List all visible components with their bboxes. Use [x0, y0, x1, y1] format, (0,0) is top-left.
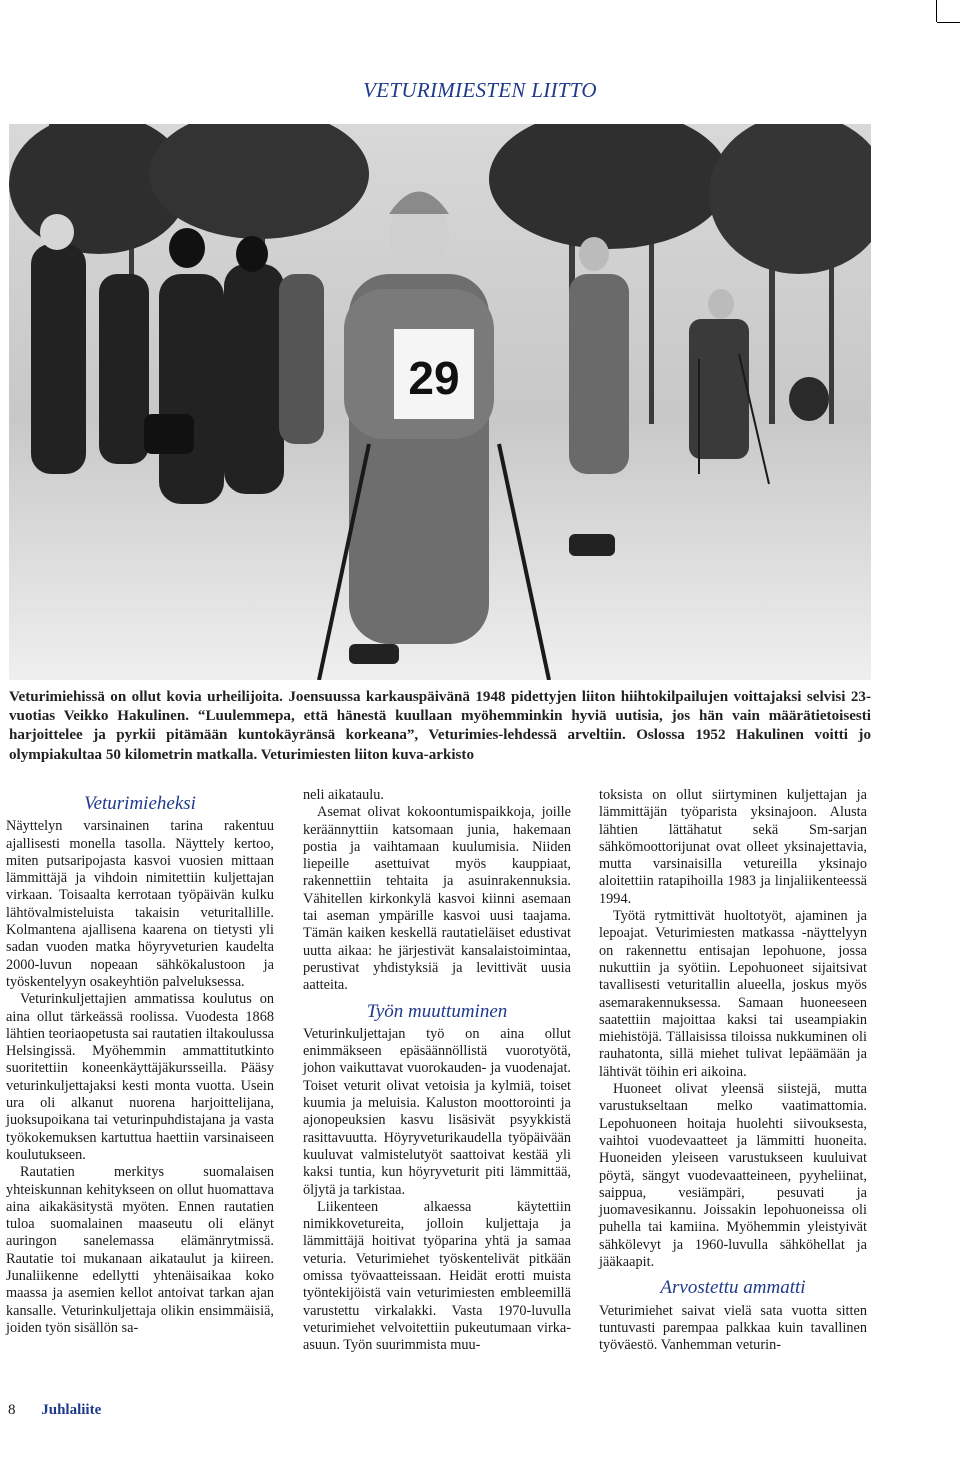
section-heading-arvostettu-ammatti: Arvostettu ammatti	[660, 1277, 806, 1299]
paragraph: Näyttelyn varsinainen tarina rakentuu ajallisesti monella tasolla. Näyttely kertoo, miten putsaripojasta kasvoi vuosien mittaan lämmittäjä ja vihdoin nimitettiin kuljettajan virkaan. Toisaalta kerrotaan työpäivän kulku lähtövalmisteluista takaisin veturitallille. Kolmantena ajallisena kaarena on tietysti yli sadan vuoden matka höyryveturien kaudelta 2000-luvun nopeaan sähkökalustoon ja työskentelyyn osakeyhtiön palveluksessa.	[6, 818, 274, 990]
section-heading-tyon-muuttuminen: Työn muuttuminen	[366, 1000, 508, 1022]
crop-mark-vertical	[936, 0, 937, 22]
paragraph: Veturinkuljettajan työ on aina ollut enimmäkseen epäsäännöllistä vuorotyötä, johon vaikuttavat vuorokauden- ja vuodenajat. Toiset veturit olivat vetoisia ja kylmiä, toiset kuumia ja meluisia. Kaluston moottorointi ja ajonopeuksien kasvu lisäsivät psyykkistä rasittavuutta. Höyryveturikaudella työpäivään kuuluvat valmistelutyöt saattoivat kestää yli kaksi tuntia, kun höyryveturit piti lämmittää, öljytä ja tarkistaa.	[303, 1025, 571, 1198]
photo-caption: Veturimiehissä on ollut kovia urheilijoita. Joensuussa karkauspäivänä 1948 pidettyjen liiton hiihtokilpailujen voittajaksi selvisi 23-vuotias Veikko Hakulinen. “Luulemmepa, että hänestä kuullaan myöhemminkin hyviä uutisia, jos hän vain määrätietoisesti harjoittelee ja pyrkii pitämään kuntokäyränsä korkeana”, Veturimies-lehdessä arveltiin. Oslossa 1952 Hakulinen voitti jo olympiakultaa 50 kilometrin matkalla. Veturimiesten liiton kuva-arkisto	[9, 689, 871, 763]
text-column-2	[303, 787, 571, 1355]
paragraph: Rautatien merkitys suomalaisen yhteiskunnan kehitykseen on ollut huomattava aina aikakäsitystä myöten. Ennen rautatien tuloa suomalainen maaseutu oli elänyt auringon sanelemassa elämänrytmissä. Rautatie toi mukanaan aikataulut ja kiireen. Junaliikenne edellytti yhtenäisaikaa koko maassa ja asemien kellot antoivat tarkan ajan kansalle. Veturinkuljettaja olikin ensimmäisiä, joiden työn sisällön sa-	[6, 1164, 274, 1336]
paragraph: Työtä rytmittivät huoltotyöt, ajaminen ja lepoajat. Veturimiesten matkassa -näyttelyyn on rakennettu entisajan lepohuone, jossa nukuttiin ja syötiin. Lepohuoneet sijaitsivat tavallisesti veturitallin alueella, joskus myös asemarakennuksessa. Samaan huoneeseen saatettiin majoittaa kaksi tai useampiakin miehistöjä. Tällaisissa tiloissa nukkuminen oli rauhatonta, sillä miehet tulivat lepäämään ja lähtivät töihin eri aikoina.	[599, 908, 867, 1080]
photo-illustration	[9, 124, 871, 680]
section-heading-veturimieheksi: Veturimieheksi	[84, 793, 196, 814]
page-header-title: VETURIMIESTEN LIITTO	[363, 78, 597, 102]
paragraph: Veturinkuljettajien ammatissa koulutus on aina ollut tärkeässä roolissa. Vuodesta 1868 lähtien teoriaopetusta sai rautatien iltakoulussa Helsingissä. Myöhemmin ammattitutkinto suoritettiin koneenkäyttäjäkursseilla. Pääsy veturinkuljettajaksi kesti monta vuotta. Usein ura oli alkanut nuorena harjoittelijana, juoksupoikana tai veturinpuhdistajana ja vasta työkokemuksen kartuttua haettiin varsinaiseen koulutukseen.	[6, 991, 274, 1163]
paragraph: Veturimiehet saivat vielä sata vuotta sitten tuntuvasti parempaa palkkaa kuin tavallinen työväestö. Vanhemman veturin-	[599, 1302, 867, 1354]
paragraph: Huoneet olivat yleensä siistejä, mutta varustukseltaan melko vaatimattomia. Lepohuoneen hoitaja huolehti siivouksesta, vaihtoi vuodevaatteet ja lämmitti huoneita. Huoneiden yleiseen varustukseen kuuluivat pöytä, sängyt vuodevaatteineen, pyyheliinat, saippua, vesiämpäri, pesuvati ja juomavesikannu. Joissakin lepohuoneissa oli puhella tai kamiina. Myöhemmin yleistyivät sähkölevyt ja 1960-luvulla sähköhellat ja jääkaapit.	[599, 1081, 867, 1271]
paragraph: neli aikataulu.	[303, 787, 384, 803]
paragraph: Liikenteen alkaessa käytettiin nimikkovetureita, jolloin kuljettaja ja lämmittäjä hoitivat työparina yhtä ja samaa veturia. Veturimiehet työskentelivät pitkään omissa työvaatteissaan. Heidät erotti muista työntekijöistä vain veturimiesten embleemillä varustettu virkalakki. Vasta 1970-luvulla veturimiehet velvoitettiin pukeutumaan virka-asuun. Työn suurimmista muu-	[303, 1198, 571, 1354]
photo-bib-number: 29	[408, 352, 460, 404]
page-footer	[8, 1402, 101, 1419]
page-number: 8	[8, 1402, 16, 1418]
text-column-3	[599, 787, 867, 1355]
photo-skier-hakulinen	[9, 124, 871, 680]
publication-name: Juhlaliite	[41, 1402, 102, 1418]
text-column-1	[6, 787, 274, 1337]
crop-mark-horizontal	[937, 22, 960, 23]
paragraph: Asemat olivat kokoontumispaikkoja, joille keräännyttiin katsomaan junia, hakemaan postia ja vaihtamaan kuulumisia. Niiden liepeille asettuivat myös kauppiaat, rakennettiin tehtaita ja asuinrakennuksia. Vähitellen kirkonkylä kasvoi kiinni asemaan tai aseman ympärille kasvoi uusi taajama. Tämän kaiken keskellä rautatieläiset edustivat uutta aikaa: he järjestivät kansalaistoimintaa, perustivat yhdistyksiä ja levittivät uusia aatteita.	[303, 804, 571, 994]
paragraph: toksista on ollut siirtyminen kuljettajan ja lämmittäjän työparista yksinajoon. Alusta lähtien lättähatut sekä Sm-sarjan sähkömoottorijunat ovat olleet yksinajettavia, mutta varsinaisilla vetureilla yksinajo aloitettiin ratapihoilla 1983 ja linjaliikenteessä 1994.	[599, 787, 867, 907]
